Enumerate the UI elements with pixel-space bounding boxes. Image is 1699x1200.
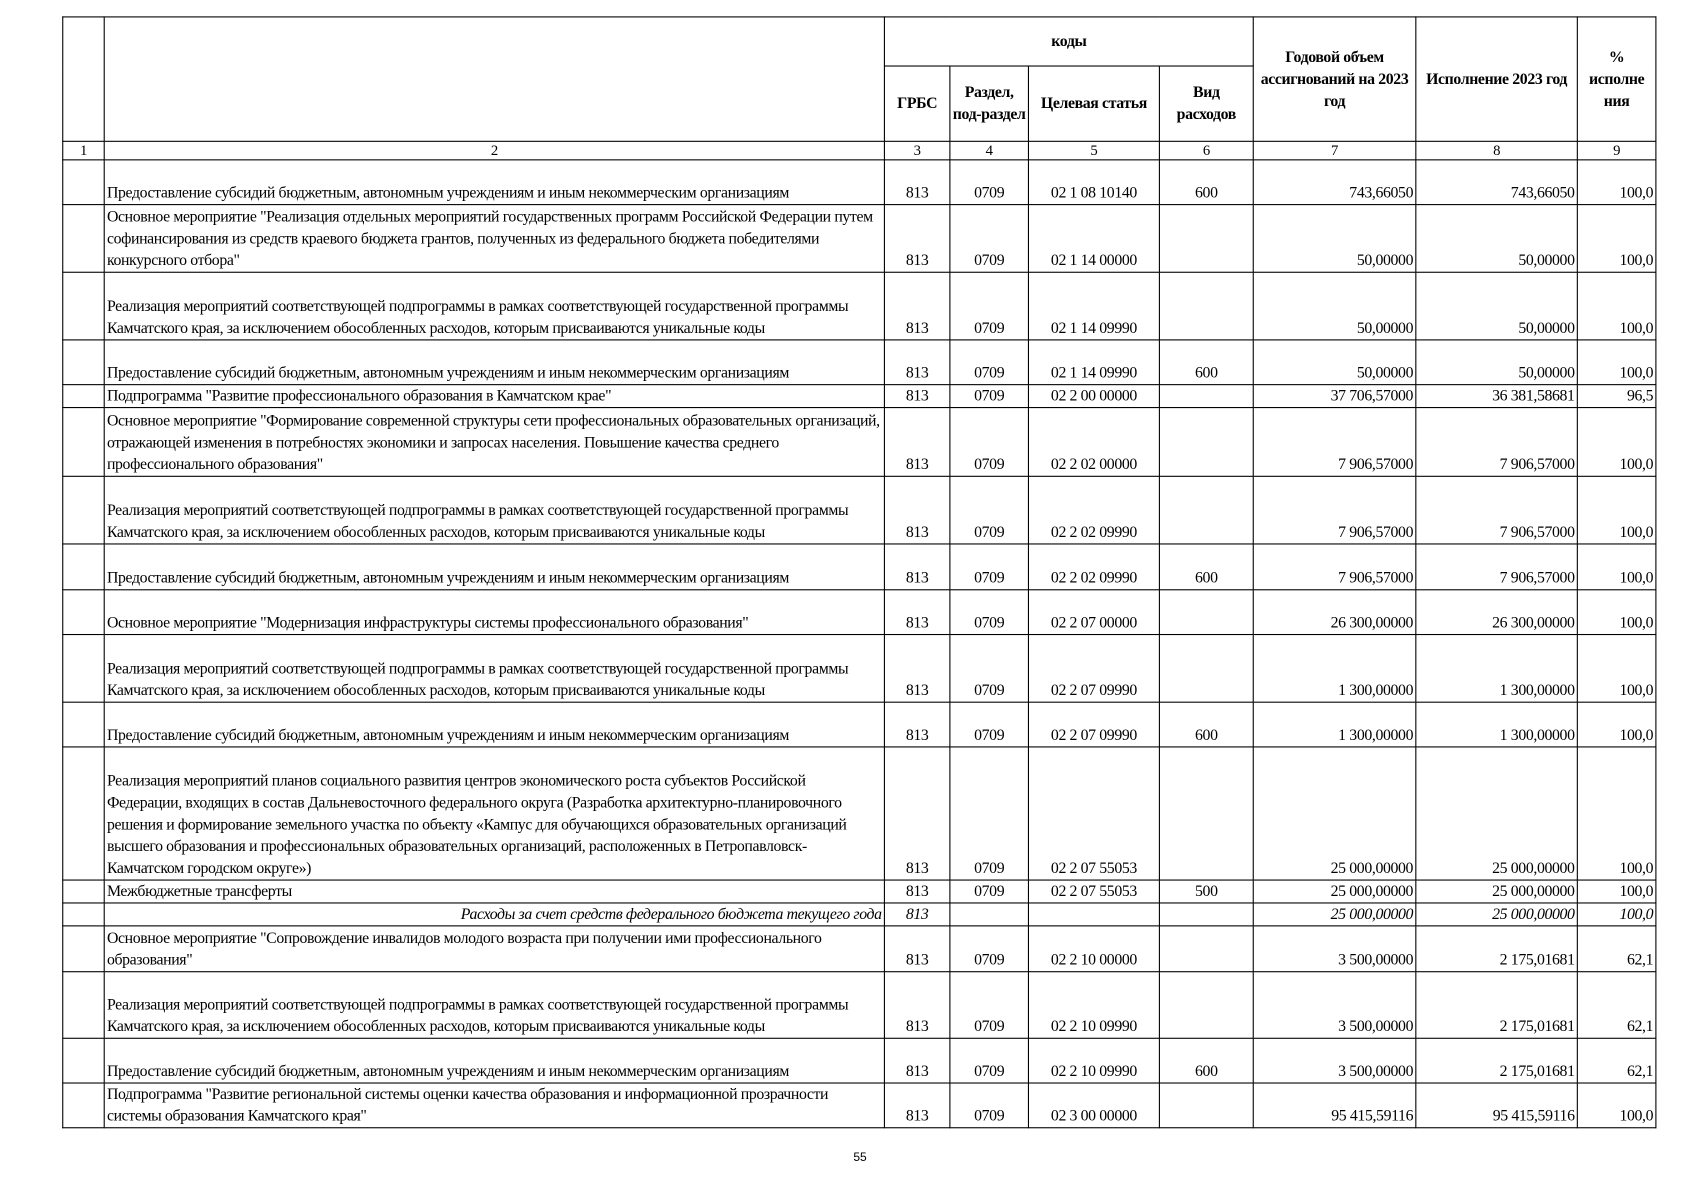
- table-row: [63, 590, 1656, 635]
- section-code: 0709: [950, 160, 1029, 205]
- row-index-cell: [63, 340, 104, 385]
- annual-amount: 50,00000: [1253, 272, 1416, 340]
- header-empty-2: [104, 17, 884, 141]
- table-row: [63, 880, 1656, 903]
- table-row: [63, 702, 1656, 747]
- execution-percent: 96,5: [1577, 385, 1656, 408]
- row-index-cell: [63, 702, 104, 747]
- expense-type: [1159, 926, 1253, 972]
- row-name: Подпрограмма "Развитие профессионального образования в Камчатском крае": [104, 385, 884, 408]
- grbs-code: 813: [884, 272, 949, 340]
- execution-percent: 100,0: [1577, 272, 1656, 340]
- table-row: [63, 1038, 1656, 1083]
- section-code: 0709: [950, 408, 1029, 477]
- header-annual: Годовой объем ассигнований на 2023 год: [1253, 17, 1416, 141]
- row-name: Предоставление субсидий бюджетным, автономным учреждениям и иным некоммерческим организациям: [104, 1038, 884, 1083]
- table-row: [63, 408, 1656, 477]
- expense-type: [1159, 272, 1253, 340]
- expense-type: [1159, 476, 1253, 544]
- page-number: 55: [853, 1151, 867, 1165]
- execution-amount: 36 381,58681: [1416, 385, 1577, 408]
- table-row: [63, 385, 1656, 408]
- expense-type: 500: [1159, 880, 1253, 903]
- table-row: [63, 747, 1656, 880]
- annual-amount: 25 000,00000: [1253, 903, 1416, 926]
- execution-amount: 7 906,57000: [1416, 544, 1577, 590]
- target-code: 02 2 07 09990: [1028, 635, 1159, 703]
- target-code: 02 2 07 00000: [1028, 590, 1159, 635]
- execution-percent: 62,1: [1577, 972, 1656, 1039]
- expense-type: [1159, 747, 1253, 880]
- execution-amount: 2 175,01681: [1416, 972, 1577, 1039]
- grbs-code: 813: [884, 408, 949, 477]
- annual-amount: 1 300,00000: [1253, 702, 1416, 747]
- target-code: 02 2 10 00000: [1028, 926, 1159, 972]
- expense-type: [1159, 385, 1253, 408]
- expense-type: [1159, 903, 1253, 926]
- annual-amount: 3 500,00000: [1253, 926, 1416, 972]
- row-index-cell: [63, 926, 104, 972]
- grbs-code: 813: [884, 1083, 949, 1128]
- row-index-cell: [63, 880, 104, 903]
- grbs-code: 813: [884, 205, 949, 273]
- row-index-cell: [63, 747, 104, 880]
- annual-amount: 50,00000: [1253, 340, 1416, 385]
- header-section: Раздел, под-раздел: [950, 66, 1029, 141]
- header-type: Вид расходов: [1159, 66, 1253, 141]
- execution-percent: 100,0: [1577, 880, 1656, 903]
- grbs-code: 813: [884, 385, 949, 408]
- annual-amount: 26 300,00000: [1253, 590, 1416, 635]
- column-number: 9: [1577, 141, 1656, 160]
- row-index-cell: [63, 590, 104, 635]
- grbs-code: 813: [884, 1038, 949, 1083]
- section-code: 0709: [950, 972, 1029, 1039]
- header-codes: коды: [884, 17, 1253, 66]
- expense-type: [1159, 408, 1253, 477]
- target-code: 02 2 00 00000: [1028, 385, 1159, 408]
- row-name: Основное мероприятие "Реализация отдельных мероприятий государственных программ Российской Федерации путем софинансирования из средств краевого бюджета грантов, полученных из федерального бюджета победителями конкурсного отбора": [104, 205, 884, 273]
- execution-percent: 100,0: [1577, 205, 1656, 273]
- annual-amount: 25 000,00000: [1253, 880, 1416, 903]
- row-index-cell: [63, 903, 104, 926]
- row-index-cell: [63, 272, 104, 340]
- table-row: [63, 340, 1656, 385]
- grbs-code: 813: [884, 880, 949, 903]
- row-index-cell: [63, 544, 104, 590]
- execution-amount: 25 000,00000: [1416, 747, 1577, 880]
- target-code: 02 2 10 09990: [1028, 1038, 1159, 1083]
- row-name: Реализация мероприятий соответствующей подпрограммы в рамках соответствующей государственной программы Камчатского края, за исключением обособленных расходов, которым присваиваются уникальные коды: [104, 635, 884, 703]
- row-index-cell: [63, 635, 104, 703]
- table-row: [63, 160, 1656, 205]
- execution-percent: 100,0: [1577, 590, 1656, 635]
- grbs-code: 813: [884, 635, 949, 703]
- row-name: Предоставление субсидий бюджетным, автономным учреждениям и иным некоммерческим организациям: [104, 544, 884, 590]
- execution-amount: 2 175,01681: [1416, 926, 1577, 972]
- column-number: 8: [1416, 141, 1577, 160]
- row-name: Реализация мероприятий соответствующей подпрограммы в рамках соответствующей государственной программы Камчатского края, за исключением обособленных расходов, которым присваиваются уникальные коды: [104, 476, 884, 544]
- execution-percent: 100,0: [1577, 476, 1656, 544]
- row-name: Реализация мероприятий соответствующей подпрограммы в рамках соответствующей государственной программы Камчатского края, за исключением обособленных расходов, которым присваиваются уникальные коды: [104, 972, 884, 1039]
- execution-amount: 50,00000: [1416, 272, 1577, 340]
- table-row: [63, 1083, 1656, 1128]
- grbs-code: 813: [884, 747, 949, 880]
- table-row: [63, 476, 1656, 544]
- row-index-cell: [63, 1083, 104, 1128]
- target-code: 02 2 07 55053: [1028, 880, 1159, 903]
- expense-type: [1159, 590, 1253, 635]
- execution-percent: 100,0: [1577, 702, 1656, 747]
- annual-amount: 50,00000: [1253, 205, 1416, 273]
- execution-amount: 25 000,00000: [1416, 880, 1577, 903]
- target-code: 02 2 07 55053: [1028, 747, 1159, 880]
- target-code: 02 1 14 09990: [1028, 340, 1159, 385]
- row-name: Основное мероприятие "Формирование современной структуры сети профессиональных образовательных организаций, отражающей изменения в потребностях экономики и запросах населения. Повышение качества среднего профессионального образования": [104, 408, 884, 477]
- annual-amount: 95 415,59116: [1253, 1083, 1416, 1128]
- section-code: 0709: [950, 1038, 1029, 1083]
- annual-amount: 3 500,00000: [1253, 1038, 1416, 1083]
- execution-percent: 62,1: [1577, 926, 1656, 972]
- execution-amount: 743,66050: [1416, 160, 1577, 205]
- expense-type: [1159, 972, 1253, 1039]
- annual-amount: 37 706,57000: [1253, 385, 1416, 408]
- table-row: [63, 635, 1656, 703]
- target-code: 02 2 07 09990: [1028, 702, 1159, 747]
- execution-amount: 95 415,59116: [1416, 1083, 1577, 1128]
- expense-type: [1159, 1083, 1253, 1128]
- row-name: Подпрограмма "Развитие региональной системы оценки качества образования и информационной прозрачности системы образования Камчатского края": [104, 1083, 884, 1128]
- expense-type: 600: [1159, 1038, 1253, 1083]
- header-empty-1: [63, 17, 104, 141]
- section-code: 0709: [950, 747, 1029, 880]
- row-index-cell: [63, 408, 104, 477]
- execution-percent: 100,0: [1577, 340, 1656, 385]
- row-index-cell: [63, 476, 104, 544]
- grbs-code: 813: [884, 160, 949, 205]
- header-target: Целевая статья: [1028, 66, 1159, 141]
- grbs-code: 813: [884, 476, 949, 544]
- table-row: [63, 972, 1656, 1039]
- column-number: 6: [1159, 141, 1253, 160]
- target-code: 02 1 14 00000: [1028, 205, 1159, 273]
- annual-amount: 1 300,00000: [1253, 635, 1416, 703]
- row-name: Реализация мероприятий планов социального развития центров экономического роста субъектов Российской Федерации, входящих в состав Дальневосточного федерального округа (Разработка архитектурно-планировочного решения и формирование земельного участка по объекту «Кампус для обучающихся образовательных организаций высшего образования и профессиональных образовательных организаций, расположенных в Петропавловск- Камчатском городском округе»): [104, 747, 884, 880]
- execution-percent: 100,0: [1577, 160, 1656, 205]
- column-number: 2: [104, 141, 884, 160]
- section-code: 0709: [950, 635, 1029, 703]
- section-code: 0709: [950, 385, 1029, 408]
- section-code: 0709: [950, 926, 1029, 972]
- execution-amount: 1 300,00000: [1416, 635, 1577, 703]
- header-percent: % исполне ния: [1577, 17, 1656, 141]
- row-name: Основное мероприятие "Модернизация инфраструктуры системы профессионального образования": [104, 590, 884, 635]
- target-code: 02 2 02 00000: [1028, 408, 1159, 477]
- target-code: 02 2 10 09990: [1028, 972, 1159, 1039]
- annual-amount: 3 500,00000: [1253, 972, 1416, 1039]
- header-execution: Исполнение 2023 год: [1416, 17, 1577, 141]
- budget-table: [62, 16, 1656, 1128]
- row-index-cell: [63, 385, 104, 408]
- column-number: 5: [1028, 141, 1159, 160]
- section-code: 0709: [950, 590, 1029, 635]
- row-index-cell: [63, 1038, 104, 1083]
- target-code: 02 2 02 09990: [1028, 476, 1159, 544]
- annual-amount: 7 906,57000: [1253, 476, 1416, 544]
- execution-percent: 62,1: [1577, 1038, 1656, 1083]
- expense-type: 600: [1159, 702, 1253, 747]
- expense-type: 600: [1159, 160, 1253, 205]
- target-code: 02 1 14 09990: [1028, 272, 1159, 340]
- execution-percent: 100,0: [1577, 747, 1656, 880]
- table-row: [63, 926, 1656, 972]
- section-code: 0709: [950, 702, 1029, 747]
- target-code: 02 3 00 00000: [1028, 1083, 1159, 1128]
- section-code: 0709: [950, 272, 1029, 340]
- column-number: 7: [1253, 141, 1416, 160]
- column-number: 4: [950, 141, 1029, 160]
- table-row: [63, 903, 1656, 926]
- section-code: 0709: [950, 205, 1029, 273]
- column-numbers-row: [63, 141, 1656, 160]
- grbs-code: 813: [884, 926, 949, 972]
- execution-percent: 100,0: [1577, 1083, 1656, 1128]
- grbs-code: 813: [884, 702, 949, 747]
- execution-amount: 26 300,00000: [1416, 590, 1577, 635]
- execution-percent: 100,0: [1577, 544, 1656, 590]
- table-row: [63, 205, 1656, 273]
- row-index-cell: [63, 972, 104, 1039]
- execution-amount: 1 300,00000: [1416, 702, 1577, 747]
- execution-amount: 7 906,57000: [1416, 408, 1577, 477]
- expense-type: [1159, 635, 1253, 703]
- expense-type: 600: [1159, 544, 1253, 590]
- grbs-code: 813: [884, 590, 949, 635]
- header-grbs: ГРБС: [884, 66, 949, 141]
- section-code: 0709: [950, 880, 1029, 903]
- target-code: 02 2 02 09990: [1028, 544, 1159, 590]
- row-index-cell: [63, 205, 104, 273]
- execution-percent: 100,0: [1577, 903, 1656, 926]
- annual-amount: 7 906,57000: [1253, 408, 1416, 477]
- annual-amount: 7 906,57000: [1253, 544, 1416, 590]
- execution-percent: 100,0: [1577, 635, 1656, 703]
- grbs-code: 813: [884, 544, 949, 590]
- column-number: 1: [63, 141, 104, 160]
- execution-amount: 2 175,01681: [1416, 1038, 1577, 1083]
- table-row: [63, 272, 1656, 340]
- grbs-code: 813: [884, 972, 949, 1039]
- section-code: 0709: [950, 544, 1029, 590]
- row-name: Межбюджетные трансферты: [104, 880, 884, 903]
- row-name: Предоставление субсидий бюджетным, автономным учреждениям и иным некоммерческим организациям: [104, 702, 884, 747]
- row-index-cell: [63, 160, 104, 205]
- column-number: 3: [884, 141, 949, 160]
- grbs-code: 813: [884, 340, 949, 385]
- target-code: 02 1 08 10140: [1028, 160, 1159, 205]
- annual-amount: 743,66050: [1253, 160, 1416, 205]
- execution-amount: 50,00000: [1416, 205, 1577, 273]
- annual-amount: 25 000,00000: [1253, 747, 1416, 880]
- execution-amount: 25 000,00000: [1416, 903, 1577, 926]
- section-code: 0709: [950, 1083, 1029, 1128]
- execution-amount: 50,00000: [1416, 340, 1577, 385]
- target-code: [1028, 903, 1159, 926]
- table-row: [63, 544, 1656, 590]
- row-name: Основное мероприятие "Сопровождение инвалидов молодого возраста при получении ими профессионального образования": [104, 926, 884, 972]
- expense-type: 600: [1159, 340, 1253, 385]
- section-code: [950, 903, 1029, 926]
- section-code: 0709: [950, 340, 1029, 385]
- execution-percent: 100,0: [1577, 408, 1656, 477]
- expense-type: [1159, 205, 1253, 273]
- grbs-code: 813: [884, 903, 949, 926]
- execution-amount: 7 906,57000: [1416, 476, 1577, 544]
- row-name: Предоставление субсидий бюджетным, автономным учреждениям и иным некоммерческим организациям: [104, 340, 884, 385]
- section-code: 0709: [950, 476, 1029, 544]
- row-name: Расходы за счет средств федерального бюджета текущего года: [104, 903, 884, 926]
- row-name: Предоставление субсидий бюджетным, автономным учреждениям и иным некоммерческим организациям: [104, 160, 884, 205]
- row-name: Реализация мероприятий соответствующей подпрограммы в рамках соответствующей государственной программы Камчатского края, за исключением обособленных расходов, которым присваиваются уникальные коды: [104, 272, 884, 340]
